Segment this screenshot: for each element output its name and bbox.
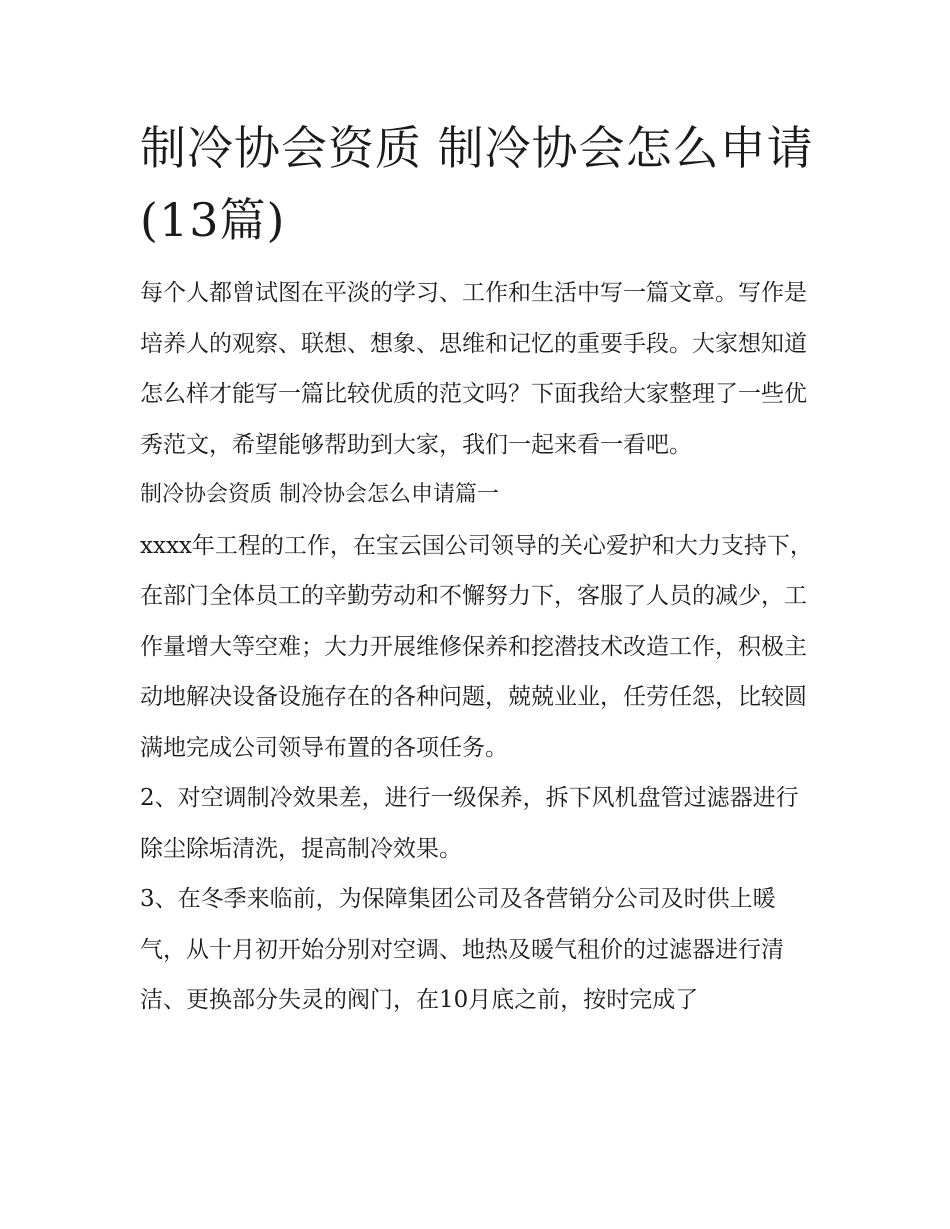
body-paragraph: 2、对空调制冷效果差，进行一级保养，拆下风机盘管过滤器进行除尘除垢清洗，提高制冷效果。 bbox=[140, 785, 799, 862]
intro-paragraph: 每个人都曾试图在平淡的学习、工作和生活中写一篇文章。写作是培养人的观察、联想、想象、思维和记忆的重要手段。大家想知道怎么样才能写一篇比较优质的范文吗？下面我给大家整理了一些优秀范文，希望能够帮助到大家，我们一起来看一看吧。 bbox=[140, 280, 807, 458]
document-body bbox=[140, 112, 820, 1026]
body-paragraph: xxxx年工程的工作，在宝云国公司领导的关心爱护和大力支持下，在部门全体员工的辛勤劳动和不懈努力下，客服了人员的减少，工作量增大等空难；大力开展维修保养和挖潜技术改造工作，积极主动地解决设备设施存在的各种问题，兢兢业业，任劳任怨，比较圆满地完成公司领导布置的各项任务。 bbox=[140, 532, 813, 761]
document-title: 制冷协会资质 制冷协会怎么申请(13篇) bbox=[140, 121, 814, 247]
body-paragraph: 3、在冬季来临前，为保障集团公司及各营销分公司及时供上暖气，从十月初开始分别对空调、地热及暖气租价的过滤器进行清洁、更换部分失灵的阀门，在10月底之前，按时完成了 bbox=[140, 886, 784, 1013]
section-heading: 制冷协会资质 制冷协会怎么申请篇一 bbox=[140, 482, 499, 507]
